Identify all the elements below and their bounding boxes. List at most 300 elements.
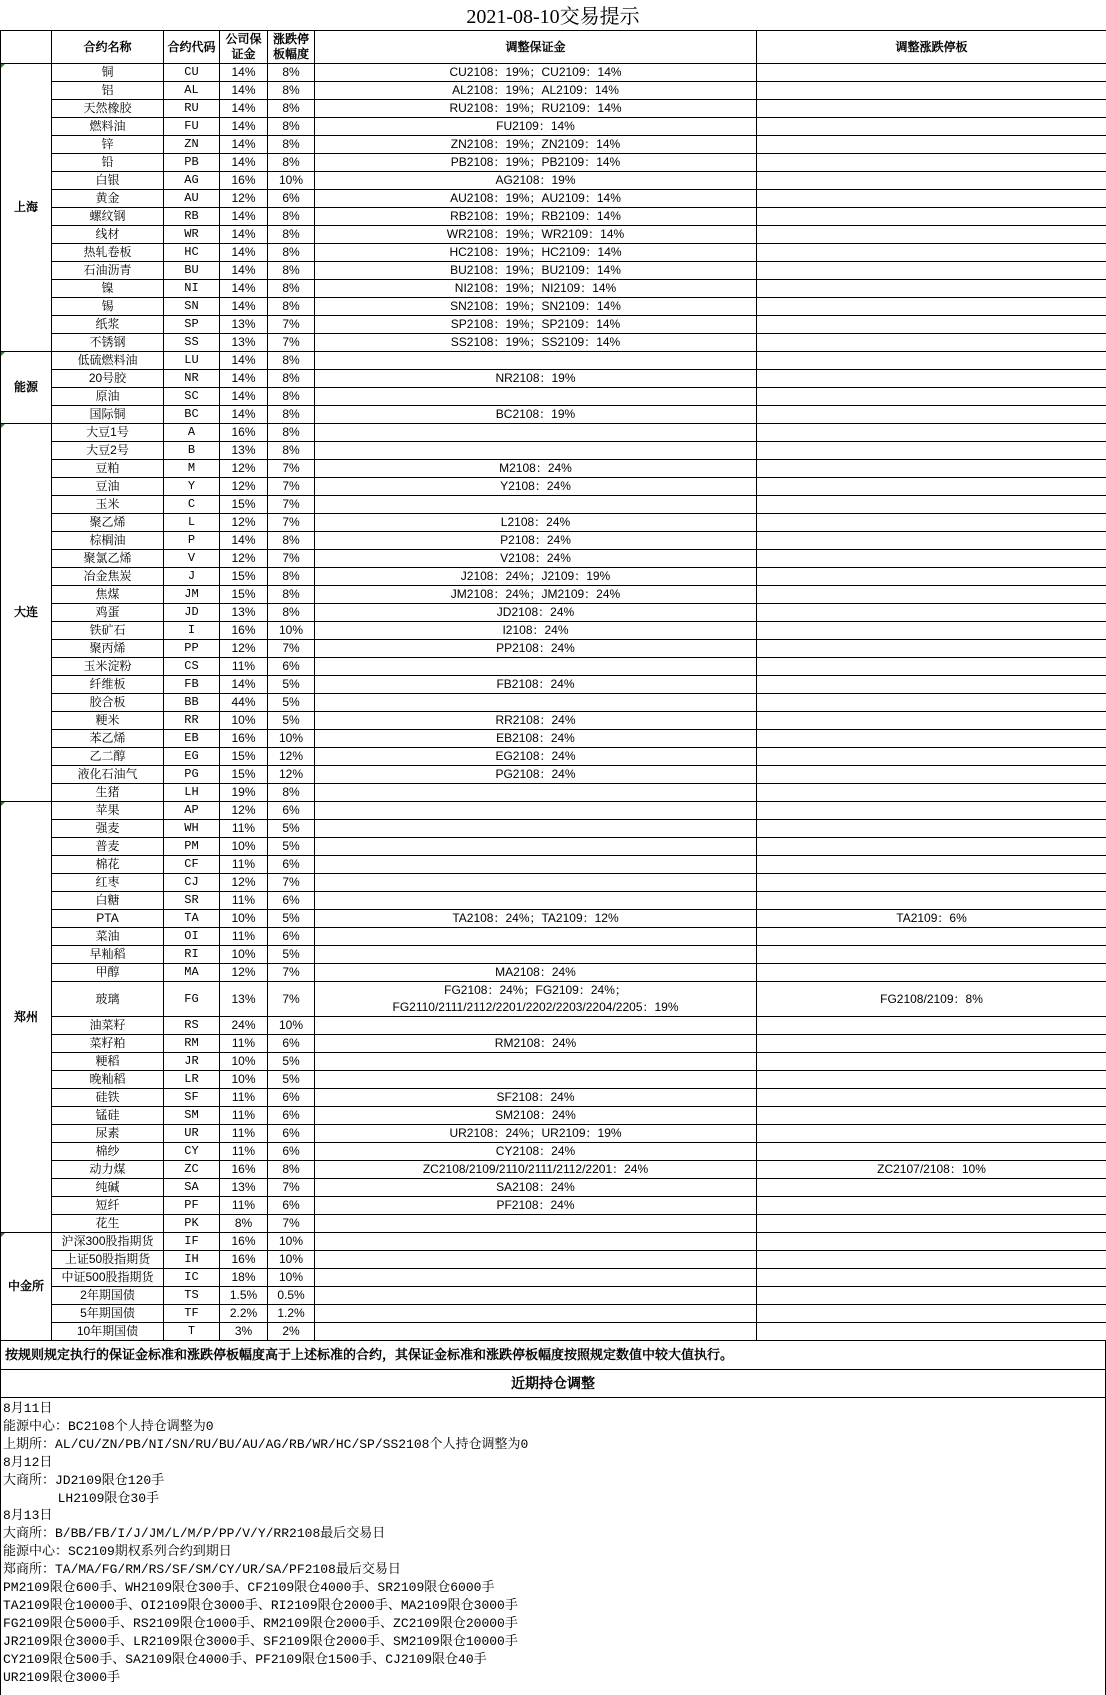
contract-code: RM <box>164 1035 220 1053</box>
table-row <box>1 1089 1106 1107</box>
contract-code: ZC <box>164 1161 220 1179</box>
table-row <box>1 1125 1106 1143</box>
company-margin: 11% <box>220 1143 268 1161</box>
adjusted-limit <box>757 226 1106 244</box>
contract-code: FU <box>164 118 220 136</box>
company-margin: 1.5% <box>220 1287 268 1305</box>
contract-name: 聚丙烯 <box>52 640 164 658</box>
company-margin: 12% <box>220 460 268 478</box>
company-margin: 15% <box>220 586 268 604</box>
header-name: 合约名称 <box>52 31 164 64</box>
adjusted-limit <box>757 1215 1106 1233</box>
contract-code: JM <box>164 586 220 604</box>
contract-code: BC <box>164 406 220 424</box>
company-margin: 14% <box>220 676 268 694</box>
table-row <box>1 712 1106 730</box>
company-margin: 15% <box>220 568 268 586</box>
company-margin: 15% <box>220 748 268 766</box>
company-margin: 16% <box>220 172 268 190</box>
table-header-row <box>1 31 1106 64</box>
contract-code: RB <box>164 208 220 226</box>
contract-code: TA <box>164 910 220 928</box>
contract-name: 锌 <box>52 136 164 154</box>
contract-name: 普麦 <box>52 838 164 856</box>
contract-code: CY <box>164 1143 220 1161</box>
table-row <box>1 1287 1106 1305</box>
contract-code: CS <box>164 658 220 676</box>
contract-code: CJ <box>164 874 220 892</box>
company-margin: 11% <box>220 1197 268 1215</box>
table-row <box>1 352 1106 370</box>
table-row <box>1 676 1106 694</box>
adjusted-margin: ZC2108/2109/2110/2111/2112/2201：24% <box>315 1161 757 1179</box>
limit-range: 7% <box>268 1215 315 1233</box>
table-row <box>1 316 1106 334</box>
company-margin: 11% <box>220 928 268 946</box>
limit-range: 8% <box>268 208 315 226</box>
adjusted-limit <box>757 712 1106 730</box>
contract-name: 铜 <box>52 64 164 82</box>
company-margin: 11% <box>220 1107 268 1125</box>
company-margin: 12% <box>220 550 268 568</box>
adjusted-limit <box>757 118 1106 136</box>
contract-name: 油菜籽 <box>52 1017 164 1035</box>
table-row <box>1 496 1106 514</box>
contract-code: FB <box>164 676 220 694</box>
contract-code: RS <box>164 1017 220 1035</box>
adjusted-margin <box>315 820 757 838</box>
contract-code: Y <box>164 478 220 496</box>
adjusted-limit <box>757 658 1106 676</box>
adjusted-limit <box>757 388 1106 406</box>
adjusted-margin: JD2108：24% <box>315 604 757 622</box>
contract-name: 天然橡胶 <box>52 100 164 118</box>
contract-name: 动力煤 <box>52 1161 164 1179</box>
adjusted-margin <box>315 496 757 514</box>
limit-range: 5% <box>268 1071 315 1089</box>
contract-code: TF <box>164 1305 220 1323</box>
adjusted-margin: PP2108：24% <box>315 640 757 658</box>
contract-name: 锡 <box>52 298 164 316</box>
adjusted-limit <box>757 550 1106 568</box>
company-margin: 14% <box>220 226 268 244</box>
adjusted-limit <box>757 1107 1106 1125</box>
position-line: 能源中心：SC2109期权系列合约到期日 <box>3 1543 1103 1561</box>
contract-code: M <box>164 460 220 478</box>
adjusted-limit <box>757 136 1106 154</box>
adjusted-margin: NR2108：19% <box>315 370 757 388</box>
contract-code: AL <box>164 82 220 100</box>
contract-code: PG <box>164 766 220 784</box>
adjusted-margin: SF2108：24% <box>315 1089 757 1107</box>
limit-range: 8% <box>268 226 315 244</box>
contract-code: AP <box>164 802 220 820</box>
contract-code: PF <box>164 1197 220 1215</box>
adjusted-margin <box>315 1053 757 1071</box>
company-margin: 11% <box>220 1089 268 1107</box>
limit-range: 6% <box>268 928 315 946</box>
table-row <box>1 802 1106 820</box>
contract-name: 中证500股指期货 <box>52 1269 164 1287</box>
contract-code: OI <box>164 928 220 946</box>
header-margin: 公司保证金 <box>220 31 268 64</box>
table-row <box>1 568 1106 586</box>
contract-name: 锰硅 <box>52 1107 164 1125</box>
contract-name: 焦煤 <box>52 586 164 604</box>
contract-name: 棉花 <box>52 856 164 874</box>
adjusted-limit <box>757 622 1106 640</box>
table-row <box>1 1017 1106 1035</box>
exchange-name: 中金所 <box>1 1233 52 1341</box>
adjusted-limit <box>757 820 1106 838</box>
limit-range: 7% <box>268 334 315 352</box>
contract-name: 黄金 <box>52 190 164 208</box>
position-line: FG2109限仓5000手、RS2109限仓1000手、RM2109限仓2000手、ZC2109限仓20000手 <box>3 1615 1103 1633</box>
adjusted-margin: WR2108：19%；WR2109：14% <box>315 226 757 244</box>
adjusted-margin: L2108：24% <box>315 514 757 532</box>
header-adjust-margin: 调整保证金 <box>315 31 757 64</box>
adjusted-limit <box>757 694 1106 712</box>
contract-name: 低硫燃料油 <box>52 352 164 370</box>
limit-range: 8% <box>268 262 315 280</box>
adjusted-limit <box>757 784 1106 802</box>
contract-code: RR <box>164 712 220 730</box>
table-row <box>1 1071 1106 1089</box>
position-line: 8月12日 <box>3 1454 1103 1472</box>
contract-name: 粳米 <box>52 712 164 730</box>
limit-range: 8% <box>268 784 315 802</box>
limit-range: 8% <box>268 136 315 154</box>
company-margin: 13% <box>220 982 268 1017</box>
limit-range: 7% <box>268 1179 315 1197</box>
adjusted-margin: EG2108：24% <box>315 748 757 766</box>
adjusted-margin: RU2108：19%；RU2109：14% <box>315 100 757 118</box>
contract-name: 苯乙烯 <box>52 730 164 748</box>
adjusted-limit <box>757 1071 1106 1089</box>
adjusted-limit <box>757 532 1106 550</box>
rule-note: 按规则规定执行的保证金标准和涨跌停板幅度高于上述标准的合约，其保证金标准和涨跌停板幅度按照规定数值中较大值执行。 <box>0 1341 1106 1370</box>
table-row <box>1 334 1106 352</box>
adjusted-limit <box>757 676 1106 694</box>
adjusted-limit <box>757 478 1106 496</box>
adjusted-margin <box>315 838 757 856</box>
limit-range: 5% <box>268 838 315 856</box>
contract-name: 10年期国债 <box>52 1323 164 1341</box>
contract-code: RI <box>164 946 220 964</box>
table-row <box>1 658 1106 676</box>
company-margin: 14% <box>220 532 268 550</box>
adjusted-margin: TA2108：24%；TA2109：12% <box>315 910 757 928</box>
contract-name: 白银 <box>52 172 164 190</box>
table-row <box>1 1305 1106 1323</box>
contract-name: 花生 <box>52 1215 164 1233</box>
limit-range: 7% <box>268 478 315 496</box>
company-margin: 2.2% <box>220 1305 268 1323</box>
adjusted-limit <box>757 928 1106 946</box>
company-margin: 18% <box>220 1269 268 1287</box>
adjusted-margin <box>315 892 757 910</box>
adjusted-margin: I2108：24% <box>315 622 757 640</box>
contract-code: RU <box>164 100 220 118</box>
contract-name: 硅铁 <box>52 1089 164 1107</box>
limit-range: 7% <box>268 316 315 334</box>
adjusted-limit <box>757 64 1106 82</box>
adjusted-margin <box>315 1215 757 1233</box>
limit-range: 8% <box>268 298 315 316</box>
adjusted-limit <box>757 838 1106 856</box>
limit-range: 8% <box>268 406 315 424</box>
table-body <box>1 64 1106 1341</box>
contract-code: I <box>164 622 220 640</box>
adjusted-margin <box>315 694 757 712</box>
adjusted-margin: NI2108：19%；NI2109：14% <box>315 280 757 298</box>
contract-name: 20号胶 <box>52 370 164 388</box>
limit-range: 10% <box>268 622 315 640</box>
company-margin: 14% <box>220 154 268 172</box>
contract-code: EG <box>164 748 220 766</box>
contract-code: WH <box>164 820 220 838</box>
contract-name: 铝 <box>52 82 164 100</box>
contract-name: 国际铜 <box>52 406 164 424</box>
company-margin: 12% <box>220 190 268 208</box>
limit-range: 7% <box>268 964 315 982</box>
adjusted-margin: PB2108：19%；PB2109：14% <box>315 154 757 172</box>
contract-code: NR <box>164 370 220 388</box>
contract-code: SF <box>164 1089 220 1107</box>
table-row <box>1 820 1106 838</box>
limit-range: 5% <box>268 1053 315 1071</box>
position-line: UR2109限仓3000手 <box>3 1669 1103 1687</box>
adjusted-limit: ZC2107/2108：10% <box>757 1161 1106 1179</box>
company-margin: 13% <box>220 316 268 334</box>
adjusted-margin <box>315 1323 757 1341</box>
limit-range: 8% <box>268 82 315 100</box>
contract-code: JD <box>164 604 220 622</box>
contract-name: 粳稻 <box>52 1053 164 1071</box>
adjusted-limit <box>757 298 1106 316</box>
contract-name: 纸浆 <box>52 316 164 334</box>
adjusted-limit <box>757 280 1106 298</box>
adjusted-margin <box>315 946 757 964</box>
table-row <box>1 118 1106 136</box>
contract-code: LU <box>164 352 220 370</box>
adjusted-margin: RM2108：24% <box>315 1035 757 1053</box>
position-line: 8月13日 <box>3 1507 1103 1525</box>
company-margin: 14% <box>220 208 268 226</box>
company-margin: 14% <box>220 352 268 370</box>
table-row <box>1 1197 1106 1215</box>
adjusted-margin <box>315 1305 757 1323</box>
company-margin: 14% <box>220 280 268 298</box>
adjusted-margin <box>315 424 757 442</box>
contract-name: 热轧卷板 <box>52 244 164 262</box>
contract-name: 尿素 <box>52 1125 164 1143</box>
limit-range: 6% <box>268 1143 315 1161</box>
table-row <box>1 82 1106 100</box>
contract-name: 大豆2号 <box>52 442 164 460</box>
table-row <box>1 766 1106 784</box>
contract-code: IC <box>164 1269 220 1287</box>
contract-name: 豆油 <box>52 478 164 496</box>
table-row <box>1 784 1106 802</box>
header-exchange <box>1 31 52 64</box>
contract-name: 沪深300股指期货 <box>52 1233 164 1251</box>
limit-range: 1.2% <box>268 1305 315 1323</box>
table-row <box>1 964 1106 982</box>
adjusted-margin: AU2108：19%；AU2109：14% <box>315 190 757 208</box>
header-limit: 涨跌停板幅度 <box>268 31 315 64</box>
adjusted-margin: JM2108：24%；JM2109：24% <box>315 586 757 604</box>
contract-code: P <box>164 532 220 550</box>
table-row <box>1 982 1106 1017</box>
table-row <box>1 64 1106 82</box>
adjusted-margin: J2108：24%；J2109：19% <box>315 568 757 586</box>
contract-code: J <box>164 568 220 586</box>
contract-name: 镍 <box>52 280 164 298</box>
contract-code: PM <box>164 838 220 856</box>
contract-code: B <box>164 442 220 460</box>
contract-code: C <box>164 496 220 514</box>
adjusted-margin: SA2108：24% <box>315 1179 757 1197</box>
company-margin: 12% <box>220 874 268 892</box>
company-margin: 12% <box>220 640 268 658</box>
contract-name: 胶合板 <box>52 694 164 712</box>
contract-code: V <box>164 550 220 568</box>
table-row <box>1 424 1106 442</box>
limit-range: 8% <box>268 388 315 406</box>
contract-name: 菜籽粕 <box>52 1035 164 1053</box>
position-line: JR2109限仓3000手、LR2109限仓3000手、SF2109限仓2000手、SM2109限仓10000手 <box>3 1633 1103 1651</box>
limit-range: 10% <box>268 1269 315 1287</box>
adjusted-margin <box>315 784 757 802</box>
limit-range: 8% <box>268 1161 315 1179</box>
company-margin: 16% <box>220 1251 268 1269</box>
adjusted-margin: BC2108：19% <box>315 406 757 424</box>
limit-range: 5% <box>268 820 315 838</box>
adjusted-margin <box>315 1071 757 1089</box>
adjusted-limit <box>757 892 1106 910</box>
company-margin: 11% <box>220 1035 268 1053</box>
limit-range: 7% <box>268 514 315 532</box>
company-margin: 12% <box>220 478 268 496</box>
header-code: 合约代码 <box>164 31 220 64</box>
margin-table <box>0 30 1106 1341</box>
table-row <box>1 190 1106 208</box>
contract-name: 强麦 <box>52 820 164 838</box>
adjusted-limit <box>757 802 1106 820</box>
table-row <box>1 946 1106 964</box>
contract-name: 石油沥青 <box>52 262 164 280</box>
table-row <box>1 1053 1106 1071</box>
table-row <box>1 838 1106 856</box>
contract-name: 玉米淀粉 <box>52 658 164 676</box>
adjusted-margin <box>315 874 757 892</box>
adjusted-limit <box>757 154 1106 172</box>
company-margin: 16% <box>220 1161 268 1179</box>
table-row <box>1 910 1106 928</box>
limit-range: 8% <box>268 64 315 82</box>
table-row <box>1 1323 1106 1341</box>
limit-range: 7% <box>268 874 315 892</box>
company-margin: 14% <box>220 244 268 262</box>
company-margin: 15% <box>220 496 268 514</box>
contract-name: 上证50股指期货 <box>52 1251 164 1269</box>
adjusted-margin: AG2108：19% <box>315 172 757 190</box>
adjusted-limit <box>757 1287 1106 1305</box>
contract-code: A <box>164 424 220 442</box>
contract-name: 纤维板 <box>52 676 164 694</box>
adjusted-margin: AL2108：19%；AL2109：14% <box>315 82 757 100</box>
adjusted-limit <box>757 1053 1106 1071</box>
company-margin: 10% <box>220 1071 268 1089</box>
limit-range: 6% <box>268 1089 315 1107</box>
adjusted-limit <box>757 604 1106 622</box>
limit-range: 8% <box>268 280 315 298</box>
contract-name: 聚氯乙烯 <box>52 550 164 568</box>
company-margin: 11% <box>220 820 268 838</box>
position-line: 大商所：B/BB/FB/I/J/JM/L/M/P/PP/V/Y/RR2108最后交易日 <box>3 1525 1103 1543</box>
exchange-name: 能源 <box>1 352 52 424</box>
adjusted-limit <box>757 208 1106 226</box>
adjusted-margin: MA2108：24% <box>315 964 757 982</box>
adjusted-margin: SN2108：19%；SN2109：14% <box>315 298 757 316</box>
contract-name: 液化石油气 <box>52 766 164 784</box>
contract-name: 纯碱 <box>52 1179 164 1197</box>
contract-code: WR <box>164 226 220 244</box>
limit-range: 10% <box>268 1017 315 1035</box>
company-margin: 12% <box>220 964 268 982</box>
limit-range: 7% <box>268 550 315 568</box>
adjusted-limit <box>757 946 1106 964</box>
table-row <box>1 100 1106 118</box>
exchange-name: 郑州 <box>1 802 52 1233</box>
limit-range: 2% <box>268 1323 315 1341</box>
contract-name: 菜油 <box>52 928 164 946</box>
adjusted-margin <box>315 1017 757 1035</box>
adjusted-limit <box>757 748 1106 766</box>
adjusted-margin: RB2108：19%；RB2109：14% <box>315 208 757 226</box>
page-title: 2021-08-10交易提示 <box>0 0 1106 30</box>
contract-name: 玻璃 <box>52 982 164 1017</box>
adjusted-limit <box>757 514 1106 532</box>
limit-range: 5% <box>268 910 315 928</box>
adjusted-margin: ZN2108：19%；ZN2109：14% <box>315 136 757 154</box>
contract-code: LH <box>164 784 220 802</box>
adjusted-limit <box>757 1233 1106 1251</box>
table-row <box>1 1251 1106 1269</box>
table-row <box>1 1269 1106 1287</box>
contract-code: SR <box>164 892 220 910</box>
table-row <box>1 622 1106 640</box>
limit-range: 8% <box>268 100 315 118</box>
company-margin: 8% <box>220 1215 268 1233</box>
contract-name: 玉米 <box>52 496 164 514</box>
limit-range: 8% <box>268 568 315 586</box>
adjusted-limit: TA2109：6% <box>757 910 1106 928</box>
positions-list <box>0 1398 1106 1695</box>
limit-range: 10% <box>268 1233 315 1251</box>
adjusted-margin: FU2109：14% <box>315 118 757 136</box>
table-row <box>1 370 1106 388</box>
company-margin: 12% <box>220 514 268 532</box>
adjusted-limit <box>757 856 1106 874</box>
contract-code: L <box>164 514 220 532</box>
adjusted-limit <box>757 172 1106 190</box>
table-row <box>1 928 1106 946</box>
company-margin: 14% <box>220 298 268 316</box>
contract-code: ZN <box>164 136 220 154</box>
table-row <box>1 586 1106 604</box>
